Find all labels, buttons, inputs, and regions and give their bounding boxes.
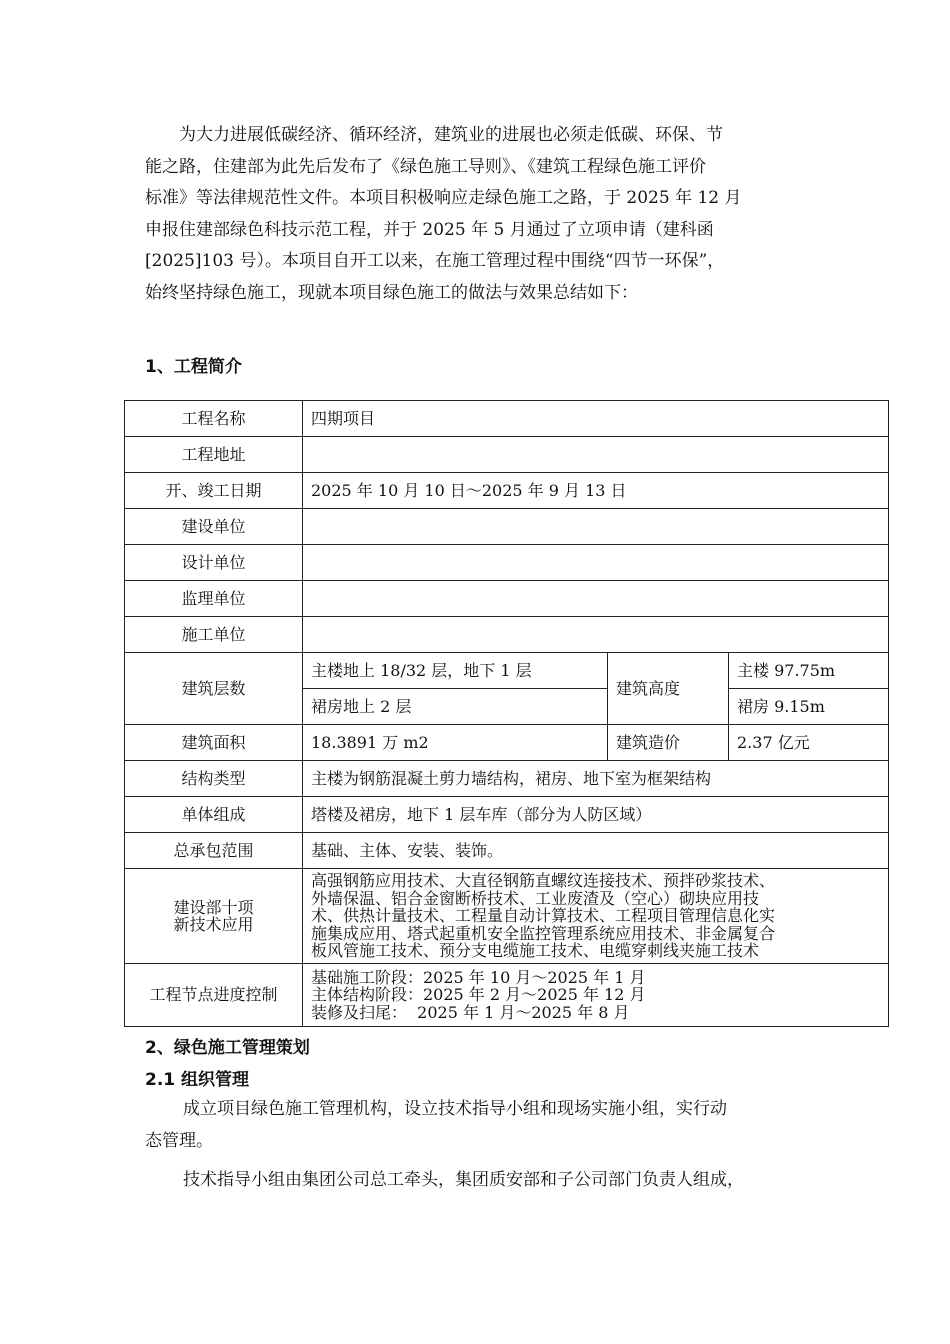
tech-line: 术、供热计量技术、工程量自动计算技术、工程项目管理信息化实 [311,906,776,926]
schedule-line: 装修及扫尾： 2025 年 1 月～2025 年 8 月 [311,1002,630,1022]
table-row [125,473,889,509]
designer-value [303,545,889,581]
tech-team-line: 技术指导小组由集团公司总工牵头，集团质安部和子公司部门负责人组成， [183,1170,744,1190]
intro-line: [2025]103 号）。本项目自开工以来，在施工管理过程中围绕“四节一环保”， [145,251,725,271]
tech-line: 施集成应用、塔式起重机安全监控管理系统应用技术、非金属复合 [311,923,776,943]
tech-value [303,869,889,964]
floors-podium-value: 裙房地上 2 层 [303,689,608,725]
table-row [125,581,889,617]
composition-value: 塔楼及裙房，地下 1 层车库（部分为人防区域） [303,797,889,833]
org-line: 成立项目绿色施工管理机构，设立技术指导小组和现场实施小组，实行动 [183,1099,727,1119]
floors-label: 建筑层数 [125,653,303,725]
composition-label: 单体组成 [125,797,303,833]
table-row [125,761,889,797]
table-row [125,437,889,473]
table-row [125,401,889,437]
intro-line: 始终坚持绿色施工，现就本项目绿色施工的做法与效果总结如下： [145,282,638,303]
intro-line: 为大力进展低碳经济、循环经济，建筑业的进展也必须走低碳、环保、节 [179,125,723,145]
tech-label-line: 建设部十项 [173,897,254,917]
intro-line: 申报住建部绿色科技示范工程，并于 2025 年 5 月通过了立项申请（建科函 [145,219,714,240]
section-2-1-heading: 2.1 组织管理 [145,1070,250,1090]
cost-value: 2.37 亿元 [729,725,889,761]
org-paragraph [145,1094,805,1157]
table-row [125,617,889,653]
intro-line: 标准》等法律规范性文件。本项目积极响应走绿色施工之路，于 2025 年 12 月 [145,188,742,208]
table-row [125,833,889,869]
height-main-value: 主楼 97.75m [729,653,889,689]
scope-value: 基础、主体、安装、装饰。 [303,833,889,869]
designer-label: 设计单位 [125,545,303,581]
tech-line: 外墙保温、铝合金窗断桥技术、工业废渣及（空心）砌块应用技 [311,888,760,908]
intro-line: 能之路，住建部为此先后发布了《绿色施工导则》、《建筑工程绿色施工评价 [145,156,706,177]
height-podium-value: 裙房 9.15m [729,689,889,725]
tech-label [125,869,303,964]
builder-value [303,509,889,545]
schedule-line: 基础施工阶段：2025 年 10 月～2025 年 1 月 [311,967,646,987]
contractor-label: 施工单位 [125,617,303,653]
cost-label: 建筑造价 [608,725,729,761]
project-name-label: 工程名称 [125,401,303,437]
dates-value: 2025 年 10 月 10 日～2025 年 9 月 13 日 [303,473,889,509]
supervisor-value [303,581,889,617]
tech-line: 高强钢筋应用技术、大直径钢筋直螺纹连接技术、预拌砂浆技术、 [311,871,776,891]
table-row [125,869,889,964]
structure-value: 主楼为钢筋混凝土剪力墙结构，裙房、地下室为框架结构 [303,761,889,797]
area-value: 18.3891 万 m2 [303,725,608,761]
area-label: 建筑面积 [125,725,303,761]
scope-label: 总承包范围 [125,833,303,869]
floors-main-value: 主楼地上 18/32 层，地下 1 层 [303,653,608,689]
section-1-heading: 1、工程简介 [145,357,242,377]
table-row [125,725,889,761]
table-row [125,509,889,545]
project-address-label: 工程地址 [125,437,303,473]
tech-label-line: 新技术应用 [173,915,254,934]
project-name-value: 四期项目 [303,401,889,437]
schedule-line: 主体结构阶段：2025 年 2 月～2025 年 12 月 [311,985,646,1005]
org-line: 态管理。 [145,1130,213,1151]
tech-team-paragraph [145,1165,805,1197]
tech-line: 板风管施工技术、预分支电缆施工技术、电缆穿刺线夹施工技术 [311,941,760,961]
dates-label: 开、竣工日期 [125,473,303,509]
project-address-value [303,437,889,473]
builder-label: 建设单位 [125,509,303,545]
project-info-table [124,400,889,1027]
structure-label: 结构类型 [125,761,303,797]
table-row [125,964,889,1027]
table-row [125,653,889,689]
supervisor-label: 监理单位 [125,581,303,617]
height-label: 建筑高度 [608,653,729,725]
table-row [125,797,889,833]
intro-paragraph [145,120,805,309]
table-row [125,545,889,581]
section-2-heading: 2、绿色施工管理策划 [145,1038,310,1058]
contractor-value [303,617,889,653]
schedule-label: 工程节点进度控制 [125,964,303,1027]
schedule-value [303,964,889,1027]
